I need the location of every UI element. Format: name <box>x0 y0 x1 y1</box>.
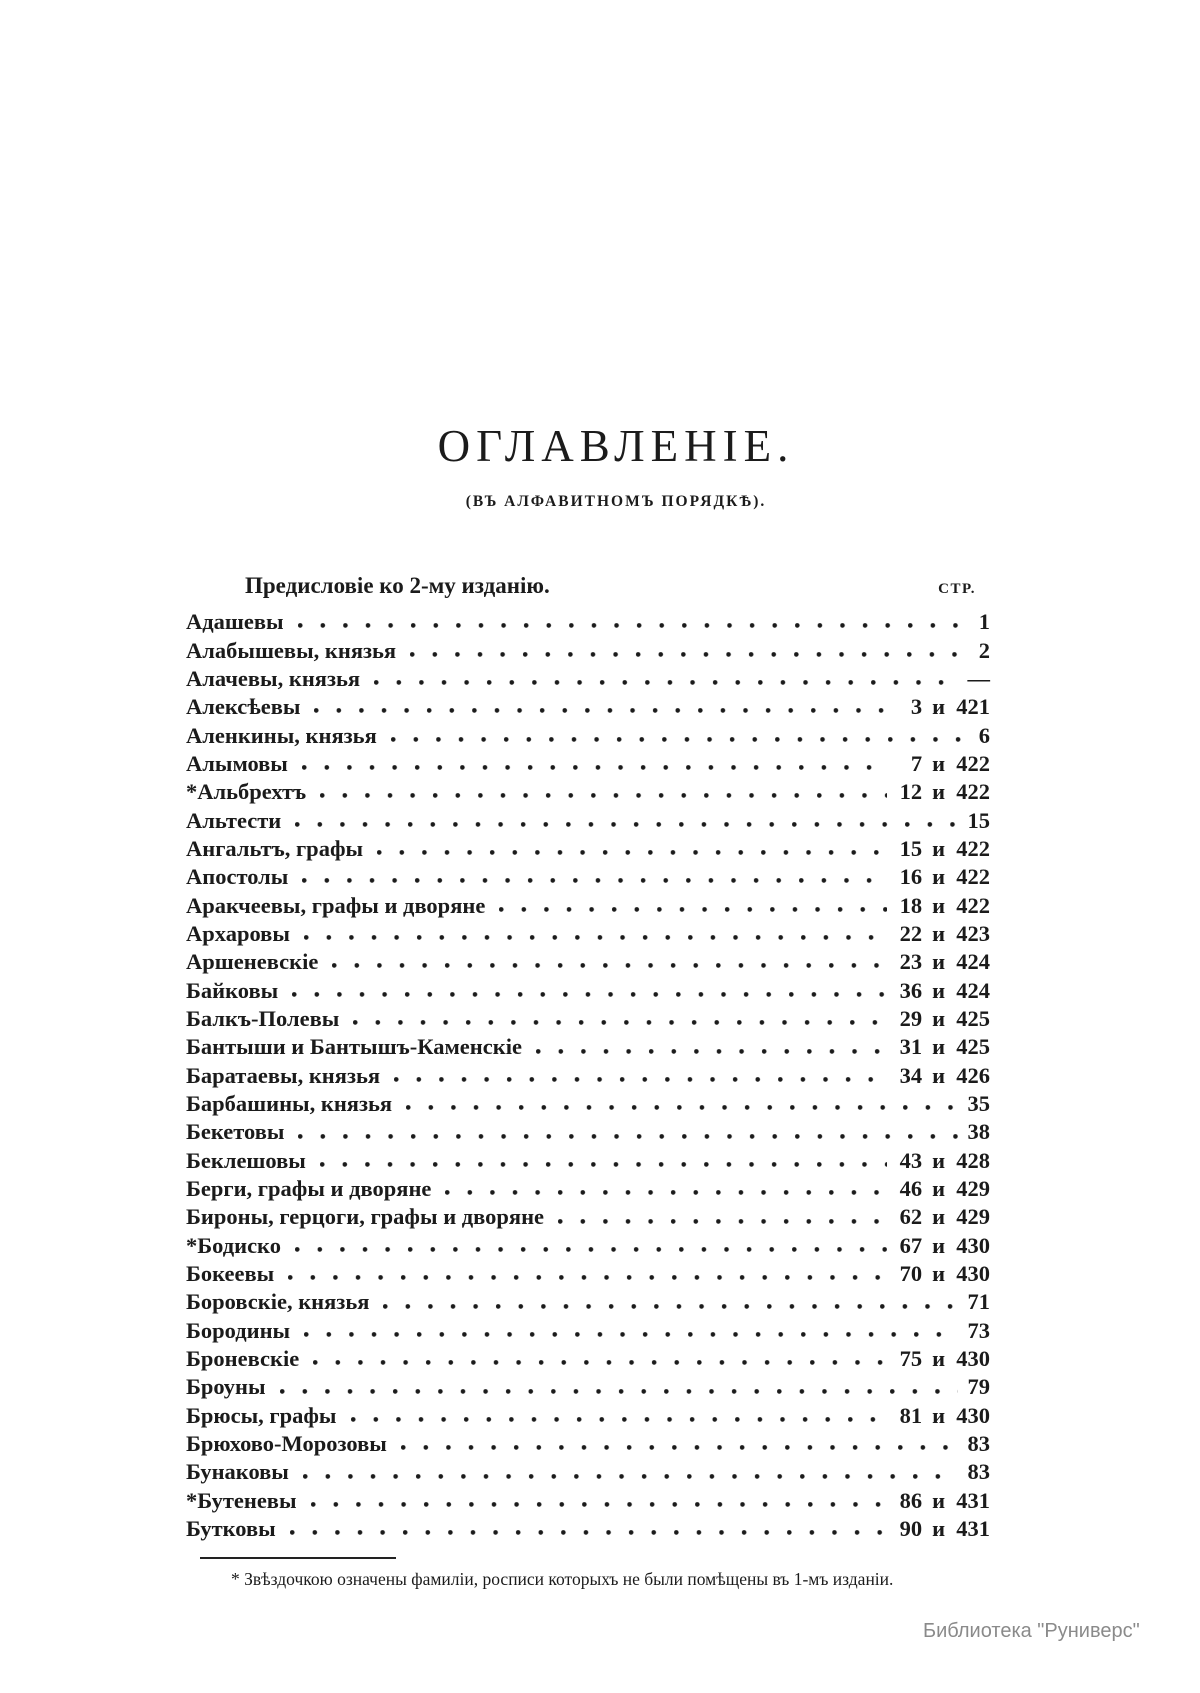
toc-row <box>186 974 990 1002</box>
page-numbers <box>968 808 991 833</box>
toc-row <box>186 1485 990 1513</box>
toc-row <box>186 1371 990 1399</box>
page-number-connector: и <box>932 1005 946 1031</box>
toc-row <box>186 861 990 889</box>
page-number: 79 <box>967 1374 990 1400</box>
masthead <box>186 0 990 511</box>
page-number-first: 3 <box>910 694 923 720</box>
dot-leader <box>536 1049 887 1054</box>
page-number-second: 422 <box>956 750 990 776</box>
page-numbers <box>897 1176 990 1201</box>
dot-leader <box>302 878 887 883</box>
page-number-connector: и <box>932 1261 946 1287</box>
toc-row <box>186 1031 990 1059</box>
page-number: — <box>967 665 990 691</box>
family-name: Баратаевы, князья <box>186 1062 381 1088</box>
dot-leader <box>295 1247 887 1252</box>
page-number-second: 422 <box>956 864 990 890</box>
page-numbers <box>979 609 990 634</box>
family-name: Бироны, герцоги, графы и дворяне <box>186 1204 545 1230</box>
page-number: 71 <box>967 1289 990 1315</box>
page-numbers <box>968 1459 991 1484</box>
page-column-header: СТР. <box>938 581 976 597</box>
page-numbers <box>897 864 990 889</box>
toc-row <box>186 889 990 917</box>
page-numbers <box>897 836 990 861</box>
page-number: 2 <box>978 637 990 663</box>
dot-leader <box>499 907 887 912</box>
page-numbers <box>897 893 990 918</box>
page-number-first: 23 <box>899 949 923 975</box>
dot-leader <box>320 1162 888 1167</box>
page-number-connector: и <box>932 1062 946 1088</box>
page-number-connector: и <box>932 779 946 805</box>
page-numbers <box>897 779 990 804</box>
library-watermark: Библиотека "Руниверс" <box>923 1620 1140 1642</box>
page-numbers <box>979 638 990 663</box>
toc-list <box>186 606 990 1541</box>
toc-row <box>186 1060 990 1088</box>
toc-row <box>186 1230 990 1258</box>
dot-leader <box>304 1332 957 1337</box>
family-name: Боровскіе, князья <box>186 1289 370 1315</box>
toc-row <box>186 634 990 662</box>
family-name: Альтести <box>186 807 282 833</box>
page-numbers <box>897 1488 990 1513</box>
family-name: Берги, графы и дворяне <box>186 1176 432 1202</box>
page-numbers <box>897 1204 990 1229</box>
page-numbers <box>897 1006 990 1031</box>
toc-row <box>186 776 990 804</box>
dot-leader <box>311 1502 888 1507</box>
page-number-first: 67 <box>899 1232 923 1258</box>
page-number-connector: и <box>932 1487 946 1513</box>
page-number-second: 422 <box>956 892 990 918</box>
page-number-second: 431 <box>956 1516 990 1542</box>
dot-leader <box>292 992 887 997</box>
dot-leader <box>298 623 969 628</box>
page-number-first: 15 <box>899 835 923 861</box>
dot-leader <box>445 1190 887 1195</box>
page-number-first: 75 <box>899 1346 923 1372</box>
toc-row <box>186 918 990 946</box>
page-number-first: 12 <box>899 779 923 805</box>
dot-leader <box>391 737 969 742</box>
page-numbers <box>979 723 990 748</box>
family-name: Бантыши и Бантышъ-Каменскіе <box>186 1034 522 1060</box>
page-numbers <box>968 1091 991 1116</box>
page-number-first: 29 <box>899 1005 923 1031</box>
page-number: 15 <box>967 807 990 833</box>
toc-row <box>186 1343 990 1371</box>
dot-leader <box>288 1275 887 1280</box>
preface-line: Предисловіе ко 2-му изданію. <box>245 573 550 598</box>
page-number-connector: и <box>932 892 946 918</box>
page-number-first: 7 <box>910 750 923 776</box>
page-number-second: 422 <box>956 835 990 861</box>
dot-leader <box>558 1219 887 1224</box>
page-numbers <box>897 1063 990 1088</box>
page-number-first: 18 <box>899 892 923 918</box>
page-number-first: 70 <box>899 1261 923 1287</box>
page-number-first: 62 <box>899 1204 923 1230</box>
family-name: Барбашины, князья <box>186 1091 393 1116</box>
page-number-connector: и <box>932 1176 946 1202</box>
dot-leader <box>377 850 887 855</box>
toc-row <box>186 1428 990 1456</box>
family-name: Броневскіе <box>186 1346 300 1372</box>
page-numbers <box>897 1403 990 1428</box>
page-number-connector: и <box>932 1346 946 1372</box>
page-numbers <box>968 1374 991 1399</box>
page-numbers <box>897 921 990 946</box>
dot-leader <box>280 1389 958 1394</box>
toc-row <box>186 804 990 832</box>
page-number-connector: и <box>932 1147 946 1173</box>
page-number-second: 428 <box>956 1147 990 1173</box>
page-number-first: 86 <box>899 1487 923 1513</box>
page-numbers <box>897 1346 990 1371</box>
dot-leader <box>351 1417 888 1422</box>
dot-leader <box>290 1530 888 1535</box>
page-number-second: 421 <box>956 694 990 720</box>
dot-leader <box>314 708 887 713</box>
dot-leader <box>383 1304 957 1309</box>
page-number-first: 36 <box>899 977 923 1003</box>
page-number-second: 430 <box>956 1346 990 1372</box>
page-number-second: 423 <box>956 920 990 946</box>
family-name: Алабышевы, князья <box>186 637 397 663</box>
page-content <box>186 0 990 1590</box>
toc-row <box>186 1456 990 1484</box>
page-number-connector: и <box>932 1034 946 1060</box>
page-number-connector: и <box>932 835 946 861</box>
toc-row <box>186 748 990 776</box>
page-number: 38 <box>967 1119 990 1145</box>
page-numbers <box>897 1233 990 1258</box>
dot-leader <box>401 1445 958 1450</box>
family-name: Байковы <box>186 977 279 1003</box>
page-number-second: 426 <box>956 1062 990 1088</box>
toc-row <box>186 1315 990 1343</box>
toc-row <box>186 1258 990 1286</box>
toc-row <box>186 1145 990 1173</box>
family-name: Алачевы, князья <box>186 665 361 691</box>
toc-row <box>186 1088 990 1116</box>
page-number-connector: и <box>932 1402 946 1428</box>
family-name: Беклешовы <box>186 1147 306 1173</box>
family-name: *Бодиско <box>186 1232 281 1258</box>
page-numbers <box>968 1289 991 1314</box>
page-number: 73 <box>967 1317 990 1343</box>
dot-leader <box>303 1474 958 1479</box>
toc-row <box>186 833 990 861</box>
toc-row <box>186 691 990 719</box>
dot-leader <box>353 1020 887 1025</box>
family-name: Алексѣевы <box>186 694 301 720</box>
dot-leader <box>302 765 888 770</box>
page-number-first: 16 <box>899 864 923 890</box>
family-name: Апостолы <box>186 864 289 890</box>
page-number-second: 424 <box>956 977 990 1003</box>
footnote: * Звѣздочкою означены фамиліи, росписи которыхъ не были помѣщены въ 1-мъ изданіи. <box>231 1569 894 1590</box>
page-numbers <box>897 1034 990 1059</box>
page-number-first: 34 <box>899 1062 923 1088</box>
dot-leader <box>374 680 957 685</box>
page-numbers <box>968 1431 991 1456</box>
page-numbers <box>897 949 990 974</box>
toc-row <box>186 1201 990 1229</box>
family-name: Бутковы <box>186 1516 276 1542</box>
page-number-first: 90 <box>899 1516 923 1542</box>
page-numbers <box>897 694 990 719</box>
page-numbers <box>897 1261 990 1286</box>
family-name: Адашевы <box>186 609 284 635</box>
family-name: Ангальтъ, графы <box>186 835 364 861</box>
dot-leader <box>298 1134 957 1139</box>
page-number-first: 46 <box>899 1176 923 1202</box>
page-number-connector: и <box>932 977 946 1003</box>
family-name: Алымовы <box>186 750 288 776</box>
page-number: 83 <box>967 1431 990 1457</box>
family-name: Бунаковы <box>186 1459 289 1485</box>
toc-row <box>186 1400 990 1428</box>
dot-leader <box>410 652 969 657</box>
family-name: Бокеевы <box>186 1261 275 1287</box>
family-name: Броуны <box>186 1374 266 1400</box>
page-number-second: 430 <box>956 1261 990 1287</box>
page-number-first: 31 <box>899 1034 923 1060</box>
dot-leader <box>295 822 957 827</box>
page-numbers <box>968 1119 991 1144</box>
page-numbers <box>897 1516 990 1541</box>
toc-row <box>186 946 990 974</box>
dot-leader <box>394 1077 887 1082</box>
page-number-connector: и <box>932 864 946 890</box>
page-number-first: 43 <box>899 1147 923 1173</box>
page-number: 6 <box>978 722 990 748</box>
page-subtitle: (ВЪ АЛФАВИТНОМЪ ПОРЯДКѢ). <box>465 493 767 510</box>
family-name: Брюсы, графы <box>186 1402 337 1428</box>
page-number-connector: и <box>932 1204 946 1230</box>
toc-row <box>186 1286 990 1314</box>
toc-row <box>186 1003 990 1031</box>
list-header <box>186 573 990 599</box>
page-number-first: 22 <box>899 920 923 946</box>
page-numbers <box>897 978 990 1003</box>
page-number-connector: и <box>932 694 946 720</box>
page-number-first: 81 <box>899 1402 923 1428</box>
page-number-second: 430 <box>956 1402 990 1428</box>
page-number-second: 425 <box>956 1034 990 1060</box>
page-numbers <box>968 1318 991 1343</box>
page-number-second: 424 <box>956 949 990 975</box>
dot-leader <box>313 1360 887 1365</box>
page-number: 1 <box>978 609 990 635</box>
toc-row <box>186 719 990 747</box>
page-numbers <box>897 1148 990 1173</box>
dot-leader <box>332 963 887 968</box>
family-name: Балкъ-Полевы <box>186 1005 340 1031</box>
toc-row <box>186 1116 990 1144</box>
page-number-connector: и <box>932 1516 946 1542</box>
dot-leader <box>406 1105 957 1110</box>
family-name: Архаровы <box>186 920 290 946</box>
page-number-connector: и <box>932 920 946 946</box>
page-number-second: 429 <box>956 1176 990 1202</box>
page-number-connector: и <box>932 1232 946 1258</box>
page-numbers <box>897 751 990 776</box>
family-name: Аршеневскіе <box>186 949 319 975</box>
page-numbers <box>968 666 991 691</box>
family-name: *Альбрехтъ <box>186 779 307 805</box>
family-name: Бекетовы <box>186 1119 285 1145</box>
toc-row <box>186 663 990 691</box>
page-number-second: 429 <box>956 1204 990 1230</box>
page-number: 35 <box>967 1091 990 1116</box>
family-name: Аленкины, князья <box>186 722 377 748</box>
dot-leader <box>320 793 887 798</box>
family-name: Бородины <box>186 1317 291 1343</box>
page-number-second: 430 <box>956 1232 990 1258</box>
page-number-second: 431 <box>956 1487 990 1513</box>
page-number-connector: и <box>932 949 946 975</box>
page-number: 83 <box>967 1459 990 1485</box>
family-name: Брюхово-Морозовы <box>186 1431 387 1457</box>
page-number-second: 425 <box>956 1005 990 1031</box>
dot-leader <box>304 935 888 940</box>
toc-row <box>186 1173 990 1201</box>
toc-row <box>186 606 990 634</box>
family-name: *Бутеневы <box>186 1487 297 1513</box>
page-number-connector: и <box>932 750 946 776</box>
page-number-second: 422 <box>956 779 990 805</box>
footnote-rule <box>200 1557 396 1559</box>
family-name: Аракчеевы, графы и дворяне <box>186 892 486 918</box>
toc-row <box>186 1513 990 1541</box>
page-title: ОГЛАВЛЕНІЕ. <box>437 421 795 471</box>
